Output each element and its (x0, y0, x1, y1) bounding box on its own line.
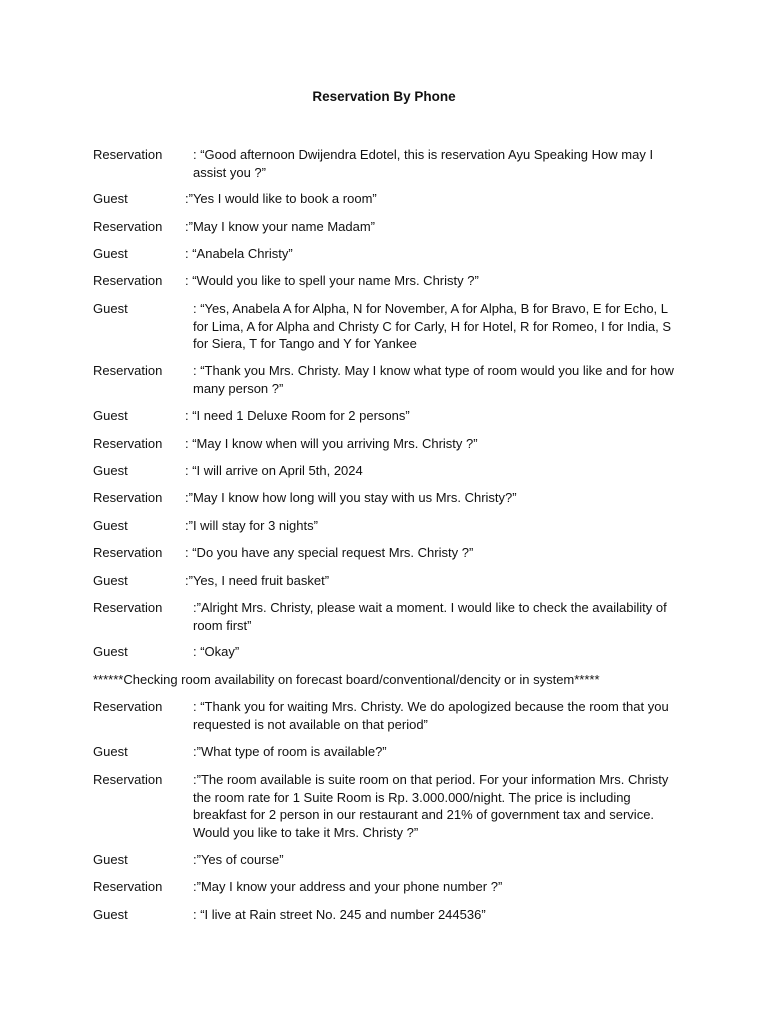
utterance: : “Yes, Anabela A for Alpha, N for November, A for Alpha, B for Bravo, E for Echo, L for Lima, A for Alpha and Christy C for Carly, H for Hotel, R for Romeo, I for India, S for Siera, T for Tango and Y for Yankee (193, 301, 672, 351)
utterance: : “Anabela Christy” (185, 246, 293, 261)
speaker-label: Reservation (93, 273, 163, 288)
speaker-label: Guest (93, 408, 128, 423)
utterance: :”Yes of course” (193, 852, 284, 867)
speaker-label: Guest (93, 191, 128, 206)
speaker-label: Reservation (93, 699, 163, 714)
speaker-label: Guest (93, 644, 128, 659)
utterance: : “I live at Rain street No. 245 and number 244536” (193, 907, 486, 922)
speaker-label: Reservation (93, 363, 163, 378)
utterance: :”Yes, I need fruit basket” (185, 573, 330, 588)
speaker-label: Reservation (93, 600, 163, 615)
utterance: : “Thank you Mrs. Christy. May I know what type of room would you like and for how many person ?” (193, 363, 674, 396)
speaker-label: Reservation (93, 219, 163, 234)
speaker-label: Guest (93, 518, 128, 533)
utterance: :”Alright Mrs. Christy, please wait a moment. I would like to check the availability of room first” (193, 600, 667, 633)
utterance: :”May I know your address and your phone number ?” (193, 879, 503, 894)
speaker-label: Reservation (93, 436, 163, 451)
speaker-label: Guest (93, 744, 128, 759)
utterance: :”May I know your name Madam” (185, 219, 376, 234)
speaker-label: Guest (93, 246, 128, 261)
speaker-label: Guest (93, 852, 128, 867)
speaker-label: Reservation (93, 545, 163, 560)
speaker-label: Guest (93, 907, 128, 922)
utterance: :”Yes I would like to book a room” (185, 191, 377, 206)
speaker-label: Guest (93, 301, 128, 316)
utterance: : “Okay” (193, 644, 240, 659)
utterance: : “Would you like to spell your name Mrs. Christy ?” (185, 273, 479, 288)
utterance: : “Thank you for waiting Mrs. Christy. We do apologized because the room that you requested is not available on that period” (193, 699, 669, 732)
utterance: : “Do you have any special request Mrs. Christy ?” (185, 545, 474, 560)
document-title: Reservation By Phone (312, 89, 456, 104)
utterance: :”The room available is suite room on that period. For your information Mrs. Christy the room rate for 1 Suite Room is Rp. 3.000.000/night. The price is including breakfast for 2 person in our restaurant and 21% of government tax and service. Would you like to take it Mrs. Christy ?” (193, 772, 669, 840)
speaker-label: Reservation (93, 147, 163, 162)
speaker-label: Guest (93, 573, 128, 588)
utterance: :”I will stay for 3 nights” (185, 518, 318, 533)
utterance: : “I will arrive on April 5th, 2024 (185, 463, 363, 478)
utterance: : “May I know when will you arriving Mrs. Christy ?” (185, 436, 478, 451)
utterance: : “I need 1 Deluxe Room for 2 persons” (185, 408, 410, 423)
speaker-label: Guest (93, 463, 128, 478)
utterance: :”What type of room is available?” (193, 744, 387, 759)
speaker-label: Reservation (93, 879, 163, 894)
speaker-label: Reservation (93, 772, 163, 787)
checking-note: ******Checking room availability on forecast board/conventional/dencity or in system***** (93, 672, 600, 687)
utterance: : “Good afternoon Dwijendra Edotel, this is reservation Ayu Speaking How may I assist you ?” (193, 147, 654, 180)
utterance: :”May I know how long will you stay with us Mrs. Christy?” (185, 490, 517, 505)
speaker-label: Reservation (93, 490, 163, 505)
